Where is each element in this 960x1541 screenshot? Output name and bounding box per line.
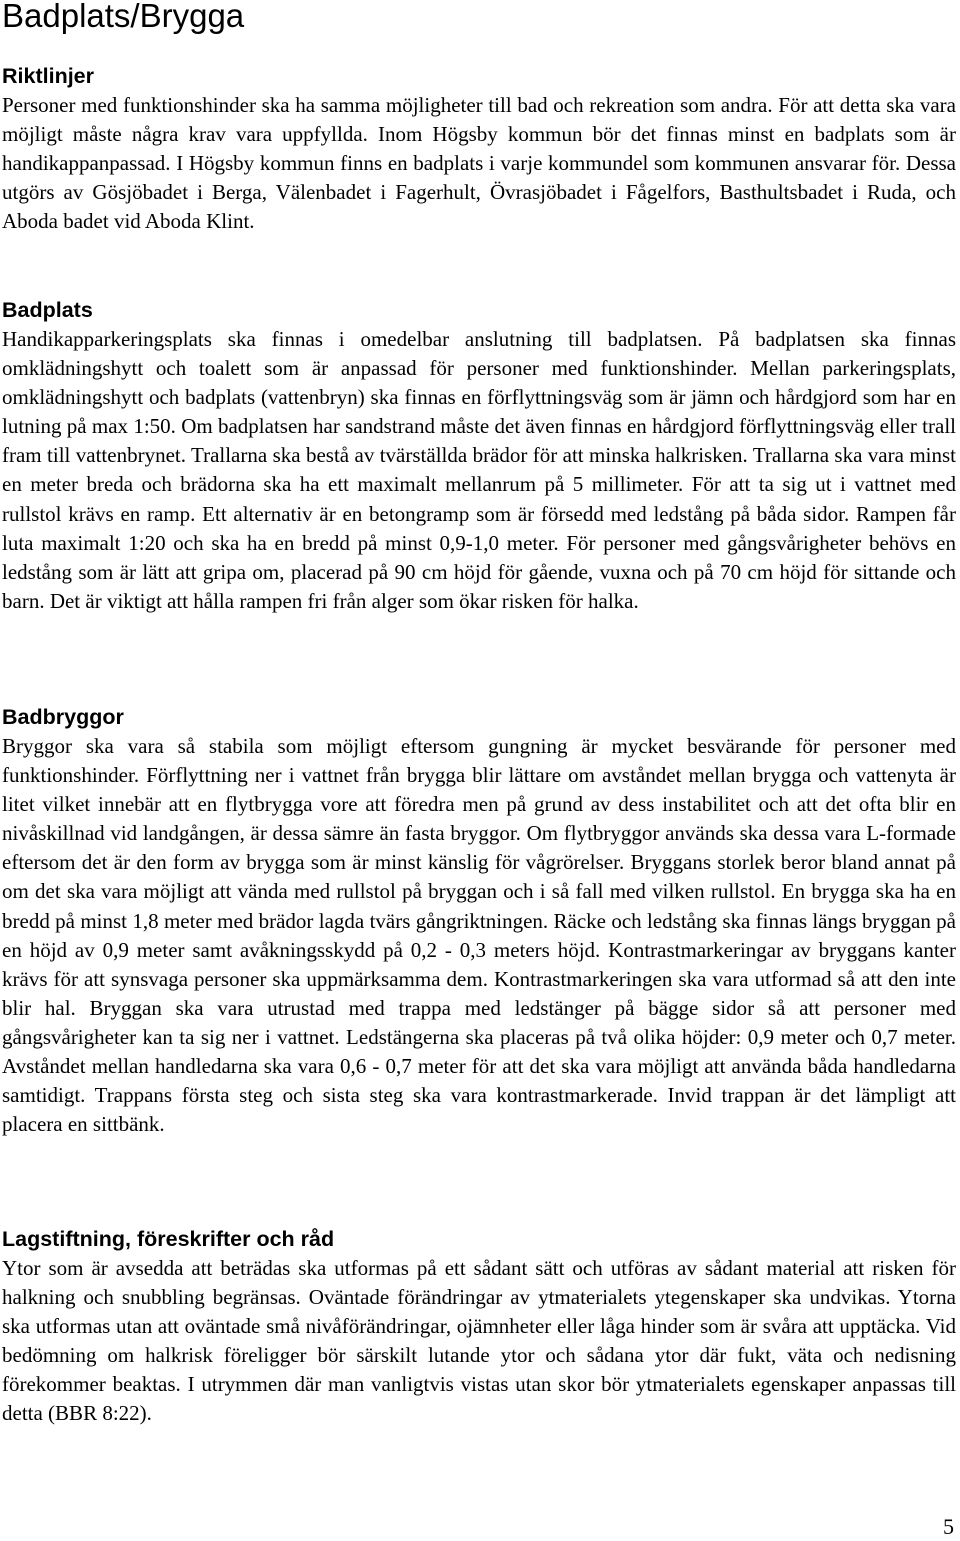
section-badplats (2, 296, 956, 616)
section-text-badplats: Handikapparkeringsplats ska finnas i omedelbar anslutning till badplatsen. På badplatsen ska finnas omklädningshytt och toalett som är anpassad för personer med funktionshinder. Mellan parkeringsplats, omklädningshytt och badplats (vattenbryn) ska finnas en förflyttningsväg som är jämn och hårdgjord som har en lutning på max 1:50. Om badplatsen har sandstrand måste det även finnas en hårdgjord förflyttningsväg eller trall fram till vattenbrynet. Trallarna ska bestå av tvärställda brädor för att minska halkrisken. Trallarna ska vara minst en meter breda och brädorna ska ha ett maximalt mellanrum på 5 millimeter. För att ta sig ut i vattnet med rullstol krävs en ramp. Ett alternativ är en betongramp som är försedd med ledstång på båda sidor. Rampen får luta maximalt 1:20 och ska ha en bredd på minst 0,9-1,0 meter. För personer med gångsvårigheter behövs en ledstång som är lätt att gripa om, placerad på 90 cm höjd för gående, vuxna och på 70 cm höjd för sittande och barn. Det är viktigt att hålla rampen fri från alger som ökar risken för halka. (2, 327, 956, 613)
section-text-lagstiftning: Ytor som är avsedda att beträdas ska utformas på ett sådant sätt och utföras av sådant material att risken för halkning och snubbling begränsas. Oväntade förändringar av ytmaterialets ytegenskaper ska undvikas. Ytorna ska utformas utan att oväntade små nivåförändringar, ojämnheter eller låga hinder som är svåra att upptäcka. Vid bedömning om halkrisk föreligger bör särskilt lutande ytor och sådana ytor där fukt, väta och nedisning förekommer beaktas. I utrymmen där man vanligtvis vistas utan skor bör ytmaterialets egenskaper anpassas till detta (BBR 8:22). (2, 1256, 956, 1426)
section-heading-lagstiftning: Lagstiftning, föreskrifter och råd (2, 1227, 335, 1251)
section-riktlinjer (2, 62, 956, 236)
section-text-riktlinjer: Personer med funktionshinder ska ha samma möjligheter till bad och rekreation som andra. För att detta ska vara möjligt måste några krav vara uppfyllda. Inom Högsby kommun bör det finnas minst en badplats som är handikappanpassad. I Högsby kommun finns en badplats i varje kommundel som kommunen ansvarar för. Dessa utgörs av Gösjöbadet i Berga, Välenbadet i Fagerhult, Övrasjöbadet i Fågelfors, Basthultsbadet i Ruda, och Aboda badet vid Aboda Klint. (2, 93, 956, 234)
section-heading-badbryggor: Badbryggor (2, 705, 124, 729)
section-lagstiftning (2, 1225, 956, 1429)
page-number: 5 (943, 1514, 954, 1539)
section-heading-riktlinjer: Riktlinjer (2, 64, 94, 88)
page-title: Badplats/Brygga (2, 0, 245, 34)
section-badbryggor (2, 703, 956, 1139)
section-text-badbryggor: Bryggor ska vara så stabila som möjligt eftersom gungning är mycket besvärande för personer med funktionshinder. Förflyttning ner i vattnet från brygga blir lättare om avståndet mellan brygga och vattenyta är litet vilket innebär att en flytbrygga vore att föredra men på grund av dess instabilitet och att det ofta blir en nivåskillnad vid landgången, är dessa sämre än fasta bryggor. Om flytbryggor används ska dessa vara L-formade eftersom det är den form av brygga som är minst känslig för vågrörelser. Bryggans storlek beror bland annat på om det ska vara möjligt att vända med rullstol på bryggan och i så fall med vilken rullstol. En brygga ska ha en bredd på minst 1,8 meter med brädor lagda tvärs gångriktningen. Räcke och ledstång ska finnas längs bryggan på en höjd av 0,9 meter samt avåkningsskydd på 0,2 - 0,3 meters höjd. Kontrastmarkeringar av bryggans kanter krävs för att synsvaga personer ska uppmärksamma dem. Kontrastmarkeringen ska vara utformad så att den inte blir hal. Bryggan ska vara utrustad med trappa med ledstänger på bägge sidor så att personer med gångsvårigheter kan ta sig ner i vattnet. Ledstängerna ska placeras på två olika höjder: 0,9 meter och 0,7 meter. Avståndet mellan handledarna ska vara 0,6 - 0,7 meter för att det ska vara möjligt att använda båda handledarna samtidigt. Trappans första steg och sista steg ska vara kontrastmarkerade. Invid trappan är det lämpligt att placera en sittbänk. (2, 734, 956, 1137)
section-heading-badplats: Badplats (2, 298, 93, 322)
